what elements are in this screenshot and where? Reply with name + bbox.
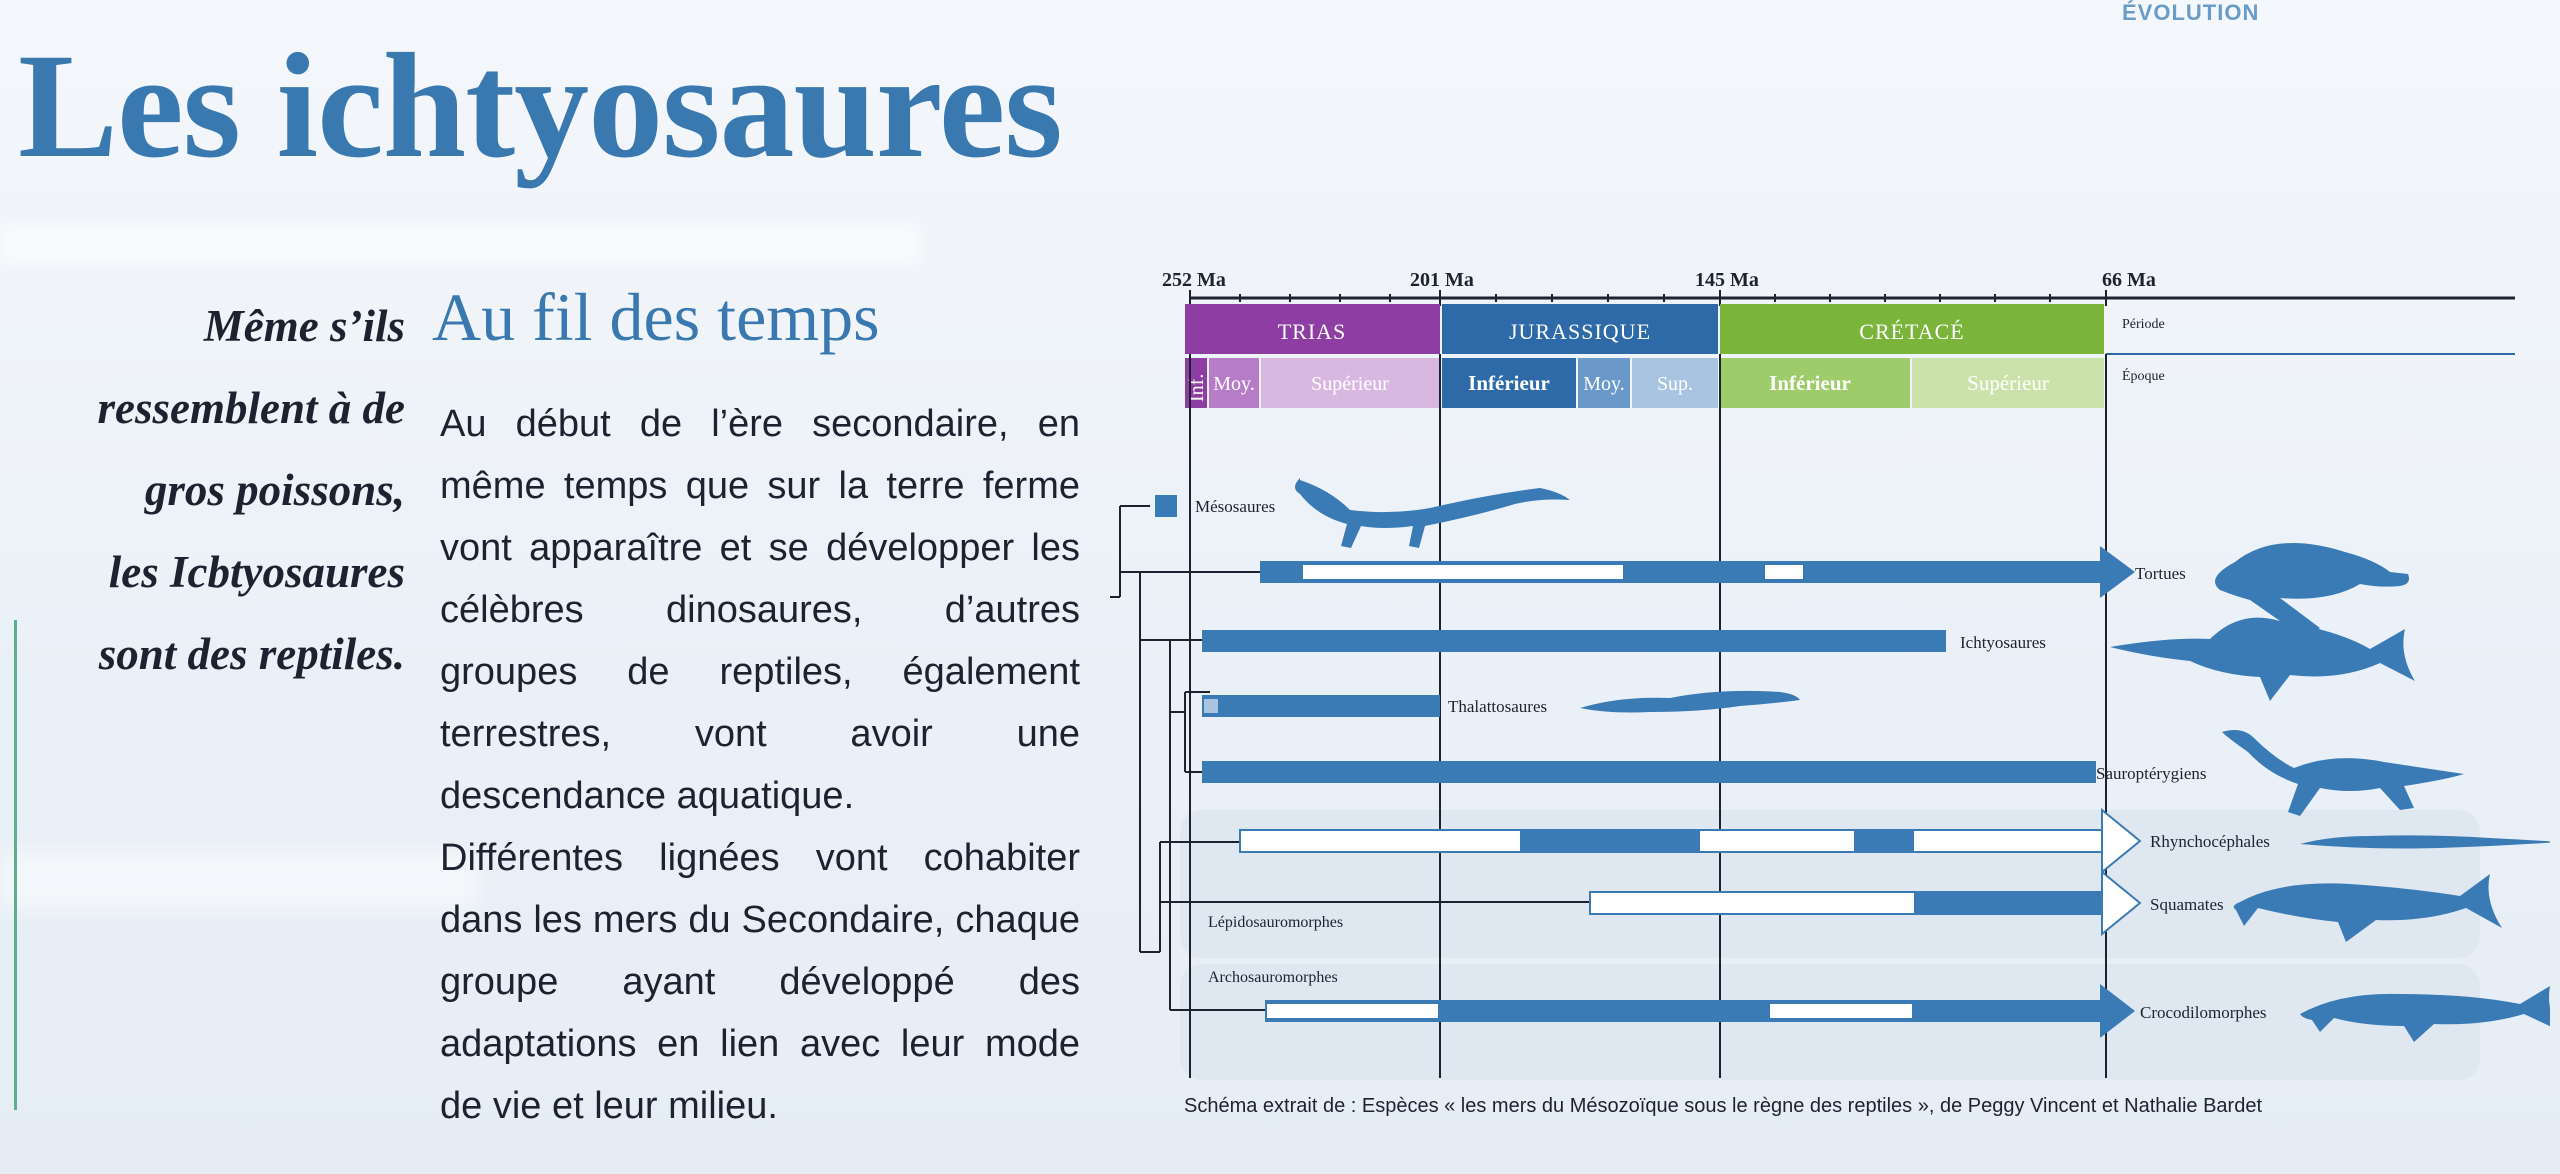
- lineage-bar-ichtyosaures: [1202, 630, 1946, 652]
- lineage-bar-sauropterygiens: [1202, 761, 2096, 783]
- epoch-label: Supérieur: [1311, 373, 1389, 395]
- paragraph: Au début de l’ère secondaire, en même temps que sur la terre ferme vont apparaître et se développer les célèbres dinosaures, d’autres groupes de reptiles, également terrestres, vont avoir une descendance aquatique.: [440, 403, 1080, 817]
- arrow-head: [2100, 546, 2135, 598]
- epoch-label: Moy.: [1583, 373, 1625, 395]
- thalattosaur-silhouette: [1580, 691, 1800, 713]
- epoch-label: Moy.: [1213, 373, 1255, 395]
- clade-label: Lépidosauromorphes: [1208, 914, 1344, 931]
- section-title: Au fil des temps: [432, 279, 880, 355]
- lineage-label: Tortues: [2135, 564, 2186, 583]
- age-label: 201 Ma: [1410, 269, 1474, 291]
- quote-line: les Icbtyosaures: [108, 547, 405, 597]
- period-label: TRIAS: [1277, 319, 1347, 344]
- epoch-label: Inférieur: [1468, 371, 1550, 395]
- intro-quote: [20, 285, 405, 695]
- plesiosaur-silhouette: [2222, 730, 2464, 816]
- quote-line: sont des reptiles.: [98, 629, 405, 679]
- epoch-label: Sup.: [1656, 373, 1694, 395]
- section-body: [440, 393, 1080, 1137]
- category-tag: ÉVOLUTION: [2122, 0, 2260, 25]
- period-label: JURASSIQUE: [1508, 319, 1652, 344]
- lineage-label: Crocodilomorphes: [2140, 1003, 2267, 1022]
- clade-label: Archosauromorphes: [1208, 969, 1338, 986]
- age-label: 252 Ma: [1162, 269, 1226, 291]
- lineage-label: Rhynchocéphales: [2150, 832, 2270, 851]
- light-glare: [0, 225, 920, 265]
- lineage-segment: [1854, 830, 1914, 852]
- lineage-label: Mésosaures: [1195, 497, 1276, 516]
- timeline-diagram: [1110, 262, 2550, 1092]
- lineage-gap: [1267, 1004, 1438, 1018]
- quote-line: Même s’ils: [203, 301, 405, 351]
- lineage-mesosaures-marker: [1155, 495, 1177, 517]
- lineage-label: Squamates: [2150, 895, 2224, 914]
- row-label: Période: [2122, 317, 2165, 332]
- lineage-gap: [1770, 1004, 1912, 1018]
- light-glare: [0, 850, 480, 910]
- epoch-label: Inf.: [1186, 373, 1208, 402]
- row-label: Époque: [2122, 369, 2165, 384]
- lineage-segment: [1914, 892, 2102, 914]
- lineage-gap: [1303, 565, 1623, 579]
- ichthyosaur-silhouette: [2110, 618, 2415, 701]
- paragraph: Différentes lignées vont cohabiter dans les mers du Secondaire, chaque groupe ayant développé des adaptations en lien avec leur mode de vie et leur milieu.: [440, 837, 1080, 1127]
- epoch-label: Supérieur: [1967, 371, 2049, 395]
- diagram-credit: Schéma extrait de : Espèces « les mers du Mésozoïque sous le règne des reptiles », de Peggy Vincent et Nathalie Bardet: [1184, 1095, 2263, 1117]
- lineage-gap: [1765, 565, 1803, 579]
- lineage-segment: [1520, 830, 1700, 852]
- quote-line: gros poissons,: [144, 465, 405, 515]
- mesosaur-silhouette: [1295, 478, 1570, 548]
- epoch-label: Inférieur: [1769, 371, 1851, 395]
- period-label: CRÉTACÉ: [1859, 319, 1965, 344]
- lineage-gap: [1204, 699, 1218, 713]
- age-label: 66 Ma: [2102, 269, 2156, 291]
- page-title: Les ichtyosaures: [18, 23, 1062, 189]
- lineage-label: Sauroptérygiens: [2096, 764, 2207, 783]
- panel-edge: [14, 620, 17, 1110]
- lineage-bar-thalattosaures: [1202, 695, 1440, 717]
- turtle-silhouette: [2215, 543, 2409, 632]
- lineage-label: Ichtyosaures: [1960, 633, 2046, 652]
- age-label: 145 Ma: [1695, 269, 1759, 291]
- lineage-label: Thalattosaures: [1448, 697, 1548, 716]
- quote-line: ressemblent à de: [97, 383, 405, 433]
